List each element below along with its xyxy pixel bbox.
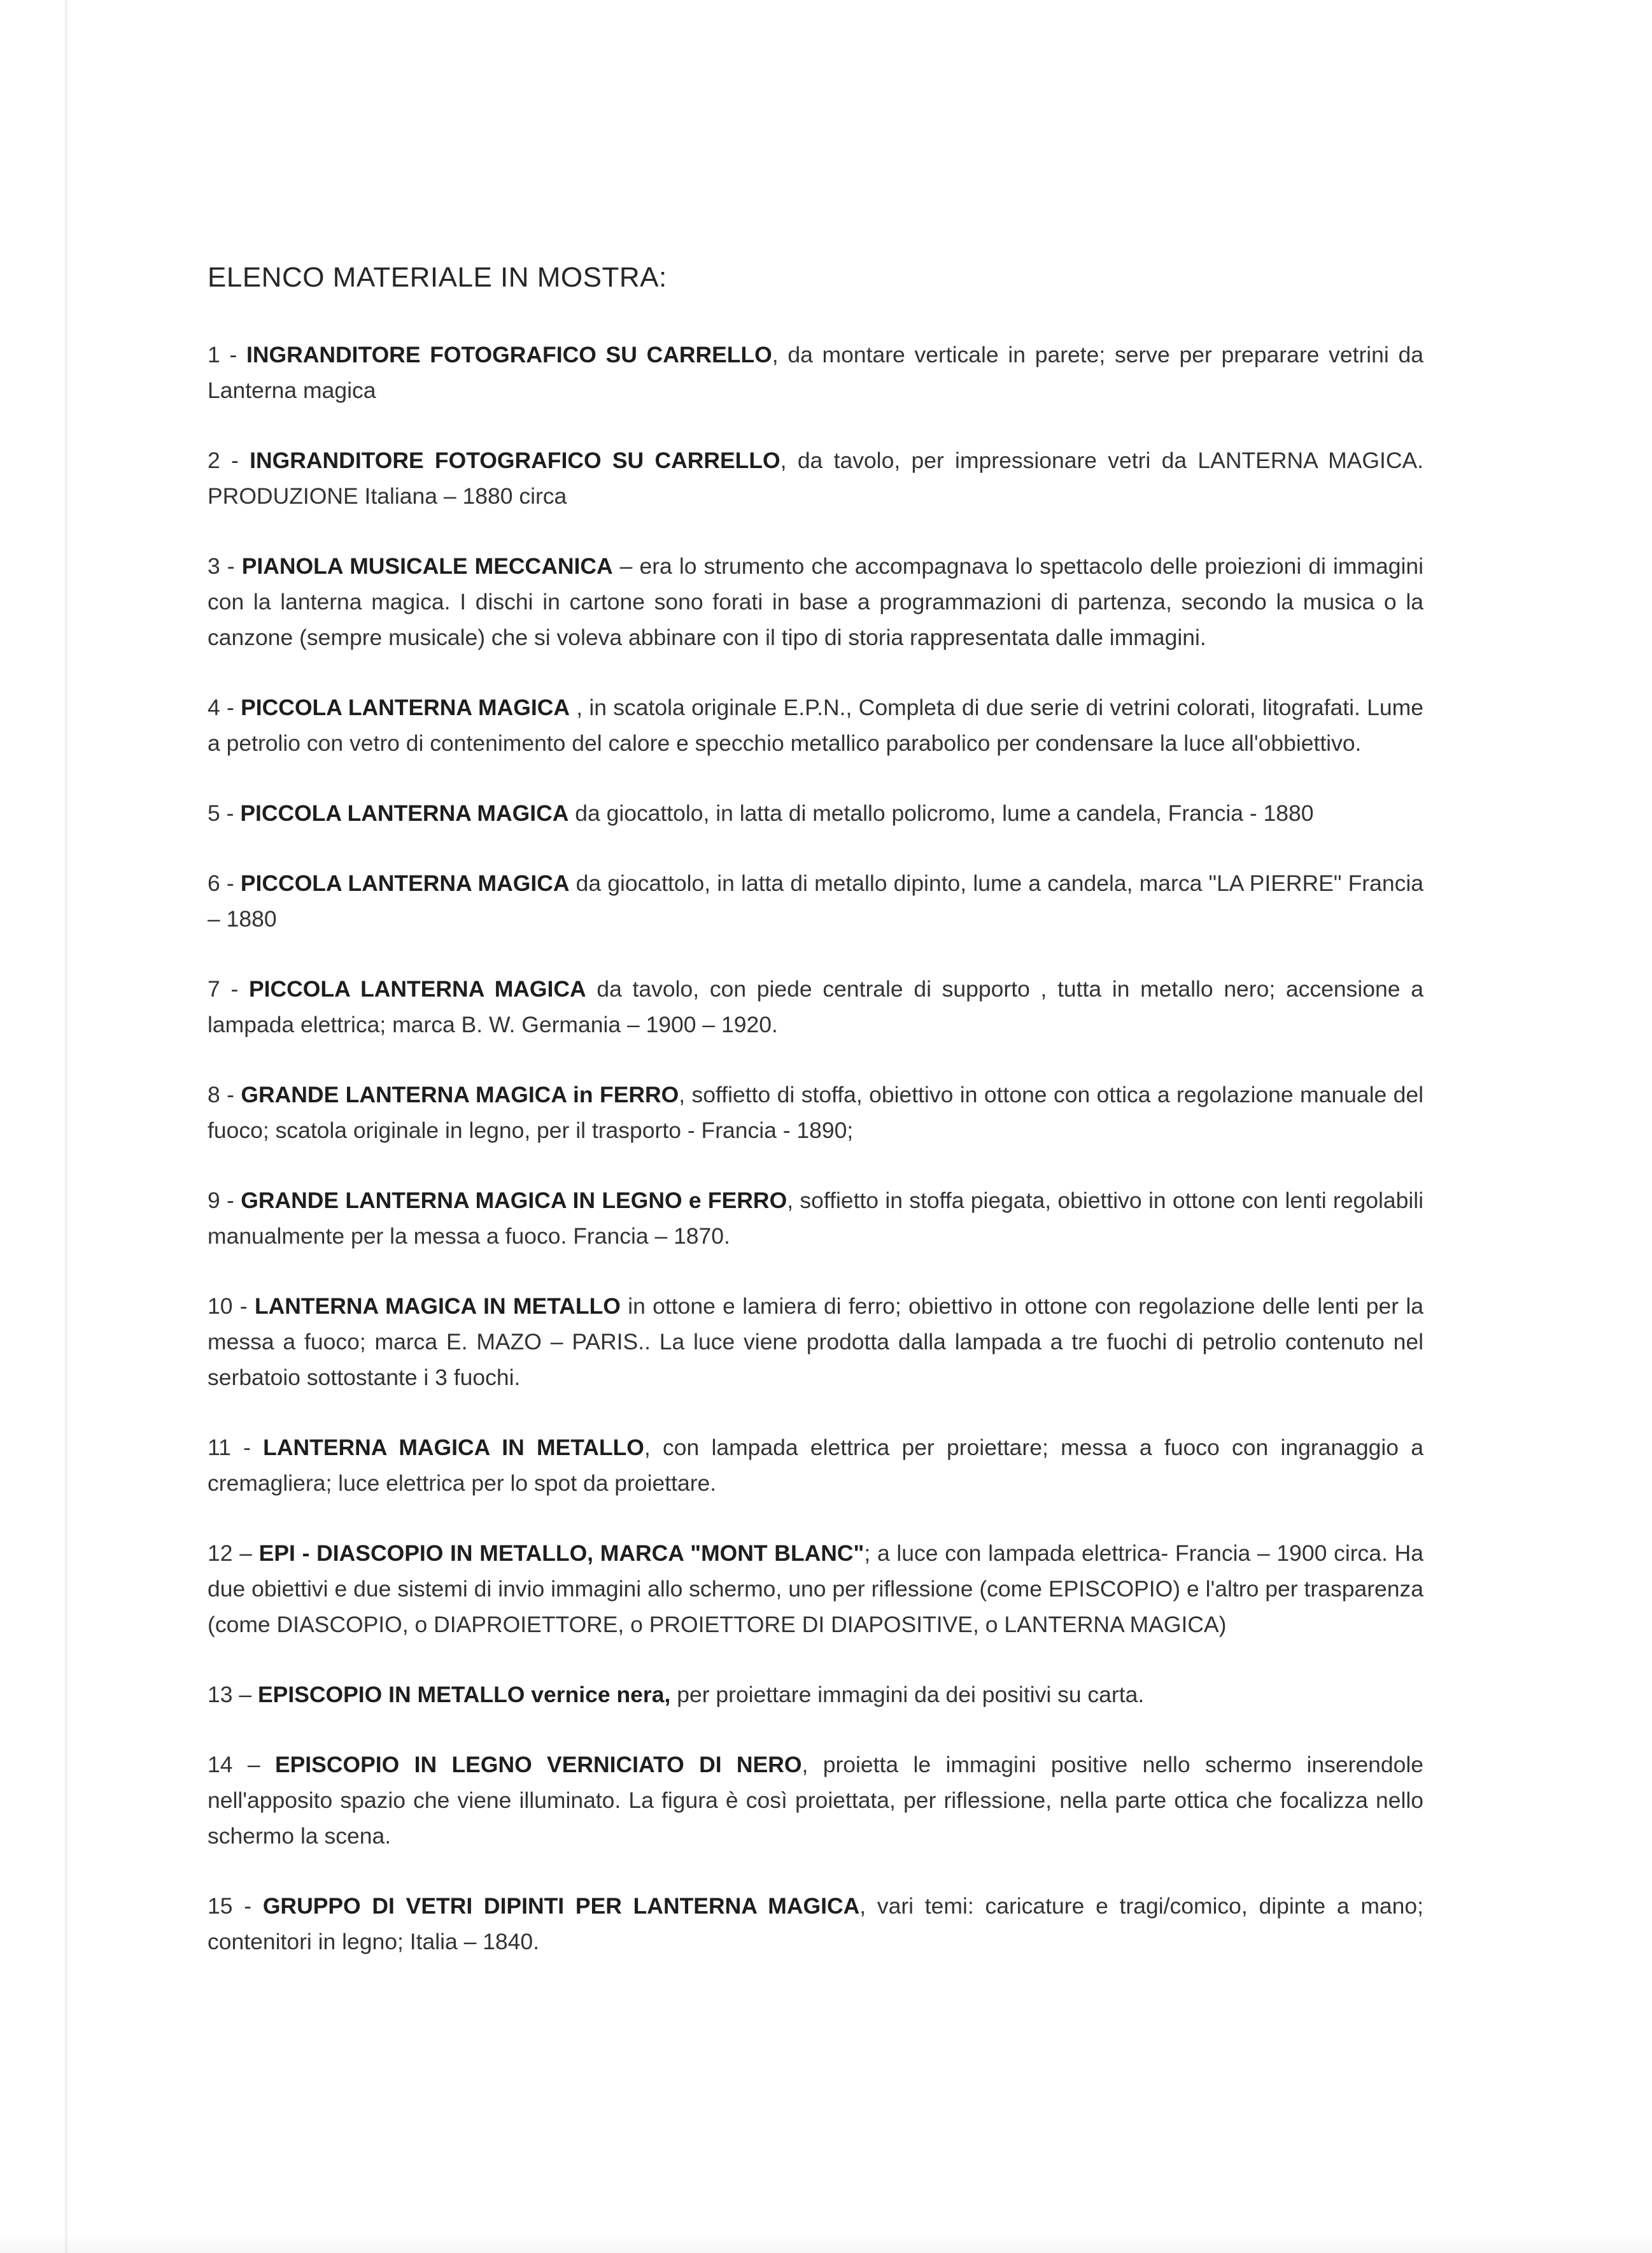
item-number: 15 - (208, 1893, 252, 1919)
item-description: per proiettare immagini da dei positivi su carta. (670, 1681, 1145, 1707)
list-item (208, 1077, 1423, 1148)
item-number: 14 – (208, 1751, 260, 1777)
item-name: GRANDE LANTERNA MAGICA IN LEGNO e FERRO (241, 1187, 787, 1213)
list-item (208, 1535, 1423, 1642)
document-title: ELENCO MATERIALE IN MOSTRA: (208, 262, 667, 293)
item-description: ; a luce con lampada elettrica- Francia – 1900 circa. Ha due obiettivi e due sistemi di invio immagini allo schermo, uno per riflessione (come EPISCOPIO) e l'altro per trasparenza (come DIASCOPIO, o DIAPROIETTORE, o PROIETTORE DI DIAPOSITIVE, o LANTERNA MAGICA) (208, 1540, 1424, 1637)
document-page (208, 261, 1423, 1994)
item-number: 1 - (208, 341, 237, 367)
item-description: in ottone e lamiera di ferro; obiettivo in ottone con regolazione delle lenti per la messa a fuoco; marca E. MAZO – PARIS.. La luce viene prodotta dalla lampada a tre fuochi di petrolio contenuto nel serbatoio sottostante i 3 fuochi. (208, 1293, 1423, 1390)
item-name: INGRANDITORE FOTOGRAFICO SU CARRELLO (250, 447, 780, 473)
item-name: INGRANDITORE FOTOGRAFICO SU CARRELLO (246, 341, 772, 367)
list-item (208, 795, 1423, 831)
item-description: da giocattolo, in latta di metallo policromo, lume a candela, Francia - 1880 (568, 800, 1314, 826)
item-name: PICCOLA LANTERNA MAGICA (241, 694, 570, 720)
item-name: EPISCOPIO IN LEGNO VERNICIATO DI NERO (274, 1751, 802, 1777)
list-item (208, 548, 1423, 655)
item-number: 4 - (208, 694, 234, 720)
item-number: 2 - (208, 447, 239, 473)
item-number: 7 - (208, 976, 239, 1002)
item-description: , soffietto in stoffa piegata, obiettivo in ottone con lenti regolabili manualmente per la messa a fuoco. Francia – 1870. (208, 1187, 1423, 1249)
scan-edge-shadow (64, 0, 69, 2253)
list-item (208, 971, 1423, 1042)
list-item (208, 1288, 1423, 1395)
list-item (208, 1888, 1423, 1959)
item-description: – era lo strumento che accompagnava lo spettacolo delle proiezioni di immagini con la lanterna magica. I dischi in cartone sono forati in base a programmazioni di partenza, secondo la musica o la canzone (sempre musicale) che si voleva abbinare con il tipo di storia rappresentata dalle immagini. (208, 553, 1424, 650)
scan-bottom-shadow (0, 2234, 1652, 2253)
item-number: 6 - (208, 870, 234, 896)
materials-list (208, 337, 1423, 1959)
list-item (208, 443, 1423, 514)
item-name: PICCOLA LANTERNA MAGICA (240, 800, 569, 826)
item-number: 13 – (208, 1681, 252, 1707)
item-name: EPISCOPIO IN METALLO vernice nera, (257, 1681, 671, 1707)
item-name: LANTERNA MAGICA IN METALLO (263, 1434, 644, 1460)
item-description: , proietta le immagini positive nello schermo inserendole nell'apposito spazio che viene illuminato. La figura è così proiettata, per riflessione, nella parte ottica che focalizza nello schermo la scena. (208, 1751, 1423, 1849)
item-number: 12 – (208, 1540, 252, 1566)
list-item (208, 1677, 1423, 1712)
item-description: , con lampada elettrica per proiettare; messa a fuoco con ingranaggio a cremagliera; luce elettrica per lo spot da proiettare. (208, 1434, 1423, 1496)
item-name: EPI - DIASCOPIO IN METALLO, MARCA "MONT BLANC" (258, 1540, 865, 1566)
list-item (208, 690, 1423, 761)
item-name: GRANDE LANTERNA MAGICA in FERRO (241, 1081, 679, 1107)
item-description: , vari temi: caricature e tragi/comico, dipinte a mano; contenitori in legno; Italia – 1840. (208, 1893, 1424, 1954)
item-description: , da tavolo, per impressionare vetri da LANTERNA MAGICA. PRODUZIONE Italiana – 1880 circa (208, 447, 1424, 509)
item-name: GRUPPO DI VETRI DIPINTI PER LANTERNA MAGICA (262, 1893, 860, 1919)
item-name: PICCOLA LANTERNA MAGICA (248, 976, 586, 1002)
item-description: , in scatola originale E.P.N., Completa di due serie di vetrini colorati, litografati. Lume a petrolio con vetro di contenimento del calore e specchio metallico parabolico per condensare la luce all'obbiettivo. (208, 694, 1423, 756)
item-description: , soffietto di stoffa, obiettivo in ottone con ottica a regolazione manuale del fuoco; scatola originale in legno, per il trasporto - Francia - 1890; (208, 1081, 1423, 1143)
item-name: LANTERNA MAGICA IN METALLO (254, 1293, 621, 1319)
item-number: 5 - (208, 800, 234, 826)
item-description: da tavolo, con piede centrale di supporto , tutta in metallo nero; accensione a lampada elettrica; marca B. W. Germania – 1900 – 1920. (208, 976, 1423, 1037)
list-item (208, 1747, 1423, 1854)
item-number: 3 - (208, 553, 235, 579)
item-number: 10 - (208, 1293, 248, 1319)
list-item (208, 337, 1423, 408)
list-item (208, 865, 1423, 937)
item-name: PICCOLA LANTERNA MAGICA (240, 870, 570, 896)
list-item (208, 1430, 1423, 1501)
item-name: PIANOLA MUSICALE MECCANICA (241, 553, 613, 579)
list-item (208, 1183, 1423, 1254)
item-description: da giocattolo, in latta di metallo dipinto, lume a candela, marca "LA PIERRE" Francia – 1880 (208, 870, 1423, 932)
item-number: 9 - (208, 1187, 234, 1213)
item-description: , da montare verticale in parete; serve per preparare vetrini da Lanterna magica (208, 341, 1423, 403)
item-number: 11 - (208, 1434, 251, 1460)
item-number: 8 - (208, 1081, 234, 1107)
